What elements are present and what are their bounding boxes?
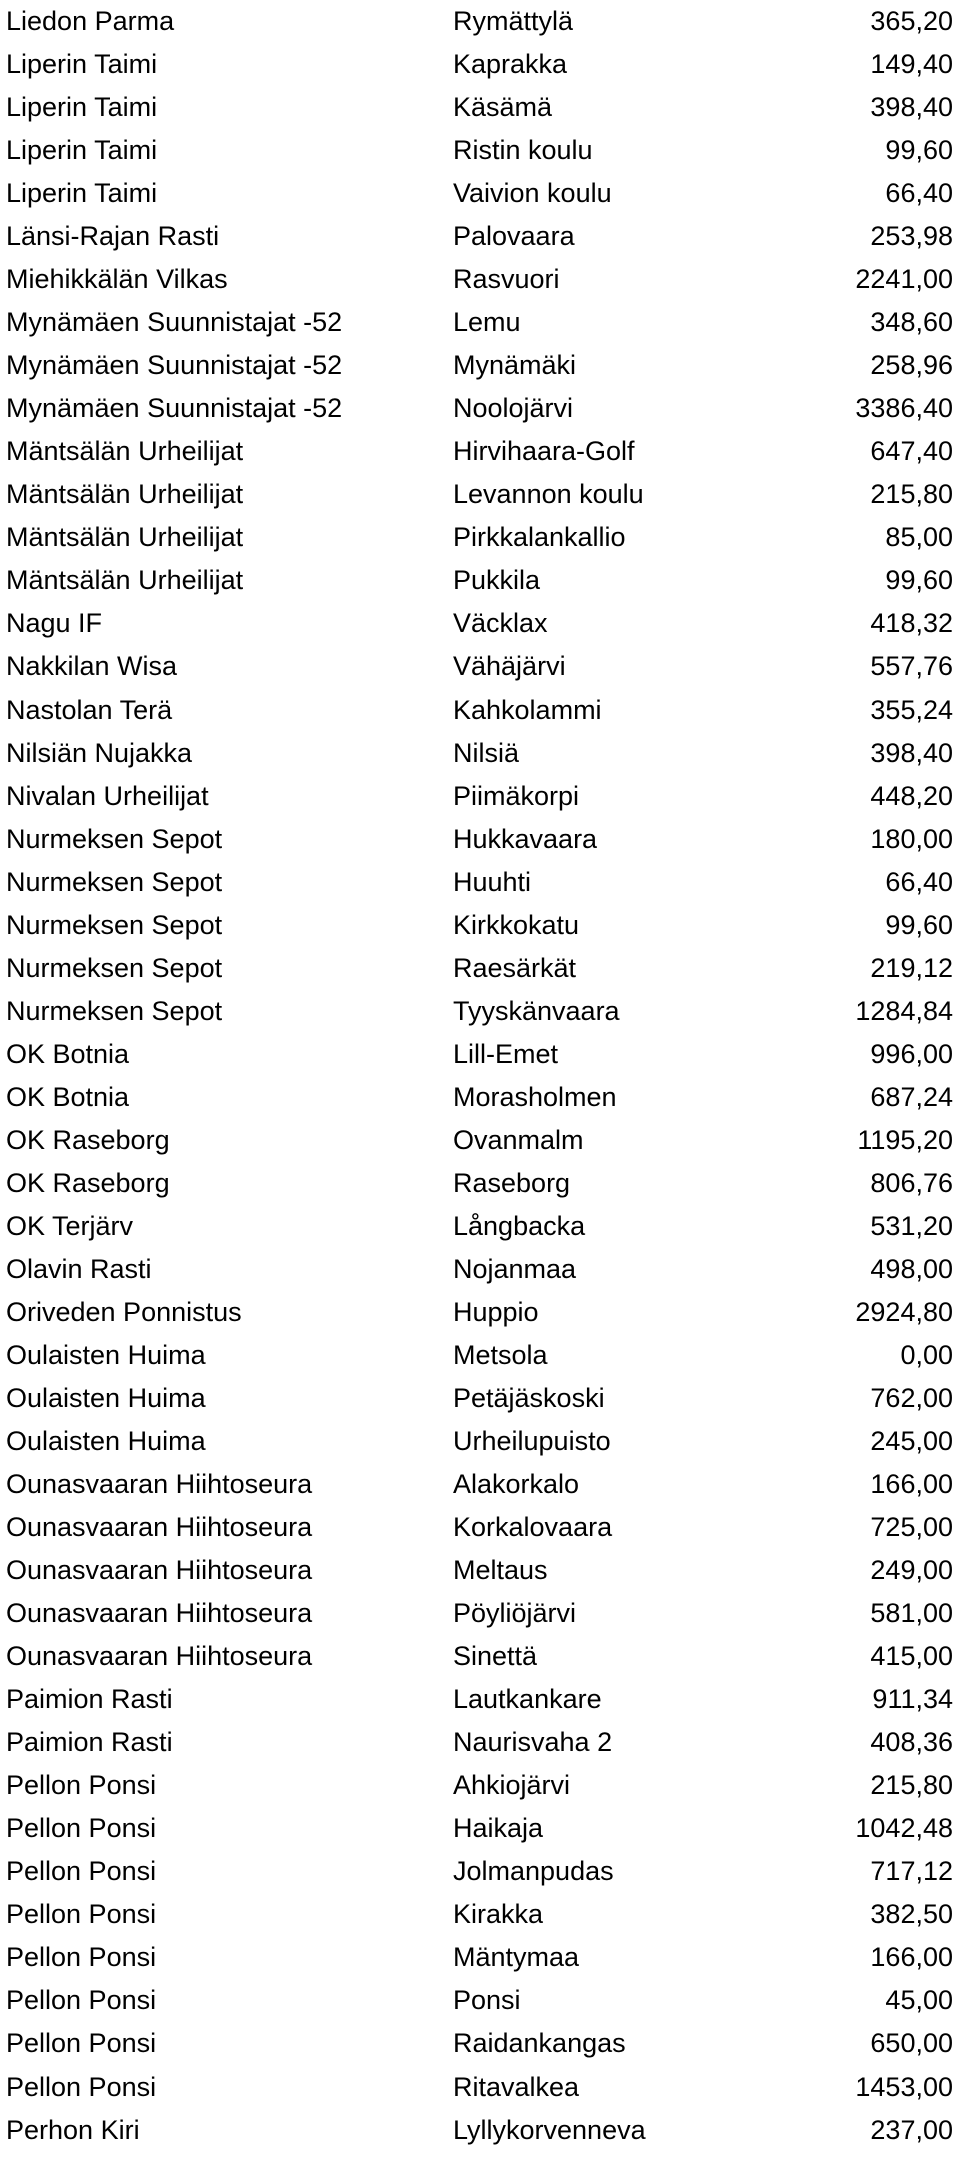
value-cell: 415,00	[870, 1641, 953, 1672]
table-row	[0, 2109, 960, 2152]
table-row	[0, 516, 960, 559]
value-cell: 0,00	[900, 1339, 953, 1370]
table-row	[0, 344, 960, 387]
place-cell: Hirvihaara-Golf	[453, 436, 635, 467]
club-cell: Oulaisten Huima	[6, 1339, 206, 1370]
table-row	[0, 775, 960, 818]
club-cell: Nurmeksen Sepot	[6, 952, 223, 983]
table-row	[0, 861, 960, 904]
value-cell: 166,00	[870, 1942, 953, 1973]
club-cell: Olavin Rasti	[6, 1253, 152, 1284]
place-cell: Långbacka	[453, 1210, 586, 1241]
place-cell: Rasvuori	[453, 264, 560, 295]
table-row	[0, 215, 960, 258]
place-cell: Kaprakka	[453, 49, 568, 80]
value-cell: 66,40	[885, 866, 953, 897]
place-cell: Vähäjärvi	[453, 651, 566, 682]
table-row	[0, 1377, 960, 1420]
club-cell: Nurmeksen Sepot	[6, 995, 223, 1026]
value-cell: 249,00	[870, 1555, 953, 1586]
table-row	[0, 1291, 960, 1334]
place-cell: Pukkila	[453, 565, 541, 596]
club-cell: Ounasvaaran Hiihtoseura	[6, 1512, 313, 1543]
place-cell: Meltaus	[453, 1555, 548, 1586]
place-cell: Tyyskänvaara	[453, 995, 620, 1026]
club-cell: Nurmeksen Sepot	[6, 866, 223, 897]
table-row	[0, 1506, 960, 1549]
table-row	[0, 430, 960, 473]
club-cell: Liperin Taimi	[6, 49, 158, 80]
place-cell: Raseborg	[453, 1167, 571, 1198]
club-cell: Pellon Ponsi	[6, 1985, 157, 2016]
club-cell: Oriveden Ponnistus	[6, 1296, 242, 1327]
place-cell: Huuhti	[453, 866, 532, 897]
club-cell: Pellon Ponsi	[6, 2028, 157, 2059]
place-cell: Lautkankare	[453, 1684, 602, 1715]
value-cell: 45,00	[885, 1985, 953, 2016]
place-cell: Lemu	[453, 307, 521, 338]
place-cell: Nojanmaa	[453, 1253, 577, 1284]
table-row	[0, 1635, 960, 1678]
club-cell: OK Botnia	[6, 1081, 130, 1112]
place-cell: Kirakka	[453, 1899, 544, 1930]
place-cell: Ovanmalm	[453, 1124, 584, 1155]
place-cell: Noolojärvi	[453, 393, 574, 424]
value-cell: 355,24	[870, 694, 953, 725]
value-cell: 557,76	[870, 651, 953, 682]
place-cell: Sinettä	[453, 1641, 538, 1672]
value-cell: 806,76	[870, 1167, 953, 1198]
club-cell: Nilsiän Nujakka	[6, 737, 193, 768]
place-cell: Alakorkalo	[453, 1469, 580, 1500]
club-cell: Oulaisten Huima	[6, 1426, 206, 1457]
table-row	[0, 1850, 960, 1893]
table-row	[0, 1764, 960, 1807]
table-row	[0, 1592, 960, 1635]
place-cell: Urheilupuisto	[453, 1426, 611, 1457]
place-cell: Lill-Emet	[453, 1038, 559, 1069]
table-row	[0, 2022, 960, 2065]
club-cell: Paimion Rasti	[6, 1684, 173, 1715]
club-cell: Mynämäen Suunnistajat -52	[6, 307, 343, 338]
place-cell: Mynämäki	[453, 350, 577, 381]
table-row	[0, 689, 960, 732]
value-cell: 687,24	[870, 1081, 953, 1112]
value-cell: 180,00	[870, 823, 953, 854]
table-row	[0, 2066, 960, 2109]
value-cell: 1042,48	[855, 1813, 953, 1844]
table-row	[0, 301, 960, 344]
club-cell: Perhon Kiri	[6, 2114, 140, 2145]
club-cell: Mynämäen Suunnistajat -52	[6, 350, 343, 381]
value-cell: 166,00	[870, 1469, 953, 1500]
value-cell: 382,50	[870, 1899, 953, 1930]
value-cell: 717,12	[870, 1856, 953, 1887]
table-row	[0, 1119, 960, 1162]
place-cell: Huppio	[453, 1296, 539, 1327]
club-cell: Liperin Taimi	[6, 178, 158, 209]
table-row	[0, 1463, 960, 1506]
value-cell: 581,00	[870, 1598, 953, 1629]
place-cell: Lyllykorvenneva	[453, 2114, 646, 2145]
place-cell: Väcklax	[453, 608, 548, 639]
place-cell: Hukkavaara	[453, 823, 598, 854]
value-cell: 149,40	[870, 49, 953, 80]
value-cell: 365,20	[870, 6, 953, 36]
club-cell: Nastolan Terä	[6, 694, 173, 725]
table-row	[0, 818, 960, 861]
value-cell: 215,80	[870, 479, 953, 510]
value-cell: 2241,00	[855, 264, 953, 295]
value-cell: 245,00	[870, 1426, 953, 1457]
club-cell: Mäntsälän Urheilijat	[6, 436, 244, 467]
table-row	[0, 129, 960, 172]
value-cell: 219,12	[870, 952, 953, 983]
value-cell: 99,60	[885, 135, 953, 166]
place-cell: Raidankangas	[453, 2028, 626, 2059]
club-cell: Oulaisten Huima	[6, 1383, 206, 1413]
table-row	[0, 947, 960, 990]
club-cell: OK Raseborg	[6, 1167, 170, 1198]
club-cell: OK Botnia	[6, 1038, 130, 1069]
value-cell: 66,40	[885, 178, 953, 209]
table-row	[0, 732, 960, 775]
club-cell: Mäntsälän Urheilijat	[6, 522, 244, 553]
place-cell: Ritavalkea	[453, 2071, 580, 2102]
place-cell: Petäjäskoski	[453, 1383, 605, 1413]
place-cell: Jolmanpudas	[453, 1856, 614, 1887]
value-cell: 398,40	[870, 737, 953, 768]
value-cell: 448,20	[870, 780, 953, 811]
table-row	[0, 387, 960, 430]
place-cell: Pirkkalankallio	[453, 522, 626, 553]
table-row	[0, 1334, 960, 1377]
value-cell: 258,96	[870, 350, 953, 381]
value-cell: 725,00	[870, 1512, 953, 1543]
club-cell: Ounasvaaran Hiihtoseura	[6, 1469, 313, 1500]
place-cell: Metsola	[453, 1339, 548, 1370]
value-cell: 762,00	[870, 1383, 953, 1413]
club-cell: Pellon Ponsi	[6, 2071, 157, 2102]
place-cell: Rymättylä	[453, 6, 574, 36]
table-row	[0, 559, 960, 602]
place-cell: Raesärkät	[453, 952, 577, 983]
club-cell: Nurmeksen Sepot	[6, 909, 223, 940]
value-cell: 99,60	[885, 909, 953, 940]
table-row	[0, 1807, 960, 1850]
table-row	[0, 86, 960, 129]
club-cell: Pellon Ponsi	[6, 1770, 157, 1801]
club-cell: Paimion Rasti	[6, 1727, 173, 1758]
value-cell: 408,36	[870, 1727, 953, 1758]
value-cell: 3386,40	[855, 393, 953, 424]
table-row	[0, 1979, 960, 2022]
club-cell: Nivalan Urheilijat	[6, 780, 209, 811]
table-row	[0, 0, 960, 43]
table-row	[0, 258, 960, 301]
table-row	[0, 1936, 960, 1979]
place-cell: Haikaja	[453, 1813, 544, 1844]
club-cell: Nagu IF	[6, 608, 103, 639]
table-row	[0, 1033, 960, 1076]
table-row	[0, 1205, 960, 1248]
table-row	[0, 1162, 960, 1205]
club-cell: Ounasvaaran Hiihtoseura	[6, 1641, 313, 1672]
value-cell: 647,40	[870, 436, 953, 467]
place-cell: Pöyliöjärvi	[453, 1598, 577, 1629]
club-cell: Mäntsälän Urheilijat	[6, 479, 244, 510]
place-cell: Nilsiä	[453, 737, 520, 768]
table-row	[0, 1420, 960, 1463]
table-row	[0, 602, 960, 645]
value-cell: 85,00	[885, 522, 953, 553]
value-cell: 996,00	[870, 1038, 953, 1069]
place-cell: Ahkiojärvi	[453, 1770, 571, 1801]
club-cell: Liedon Parma	[6, 6, 175, 36]
club-cell: Pellon Ponsi	[6, 1813, 157, 1844]
value-cell: 2924,80	[855, 1296, 953, 1327]
table-row	[0, 1549, 960, 1592]
table-row	[0, 172, 960, 215]
club-cell: OK Raseborg	[6, 1124, 170, 1155]
table-row	[0, 1721, 960, 1764]
club-cell: OK Terjärv	[6, 1210, 134, 1241]
value-cell: 398,40	[870, 92, 953, 123]
club-cell: Nurmeksen Sepot	[6, 823, 223, 854]
table-row	[0, 645, 960, 688]
value-cell: 1284,84	[855, 995, 953, 1026]
table-row	[0, 43, 960, 86]
club-cell: Liperin Taimi	[6, 135, 158, 166]
club-cell: Pellon Ponsi	[6, 1856, 157, 1887]
place-cell: Korkalovaara	[453, 1512, 613, 1543]
place-cell: Levannon koulu	[453, 479, 644, 510]
place-cell: Ponsi	[453, 1985, 521, 2016]
value-cell: 215,80	[870, 1770, 953, 1801]
value-cell: 531,20	[870, 1210, 953, 1241]
value-cell: 253,98	[870, 221, 953, 252]
value-cell: 1453,00	[855, 2071, 953, 2102]
place-cell: Morasholmen	[453, 1081, 617, 1112]
table-row	[0, 1248, 960, 1291]
value-cell: 237,00	[870, 2114, 953, 2145]
club-cell: Länsi-Rajan Rasti	[6, 221, 220, 252]
table-row	[0, 1893, 960, 1936]
place-cell: Naurisvaha 2	[453, 1727, 613, 1758]
value-cell: 99,60	[885, 565, 953, 596]
table-row	[0, 1076, 960, 1119]
place-cell: Vaivion koulu	[453, 178, 612, 209]
value-cell: 911,34	[872, 1684, 953, 1715]
table-row	[0, 473, 960, 516]
club-cell: Mäntsälän Urheilijat	[6, 565, 244, 596]
club-cell: Ounasvaaran Hiihtoseura	[6, 1598, 313, 1629]
club-cell: Liperin Taimi	[6, 92, 158, 123]
club-cell: Mynämäen Suunnistajat -52	[6, 393, 343, 424]
club-cell: Nakkilan Wisa	[6, 651, 178, 682]
value-cell: 650,00	[870, 2028, 953, 2059]
value-cell: 418,32	[870, 608, 953, 639]
place-cell: Kahkolammi	[453, 694, 602, 725]
place-cell: Ristin koulu	[453, 135, 593, 166]
club-cell: Pellon Ponsi	[6, 1899, 157, 1930]
value-cell: 498,00	[870, 1253, 953, 1284]
place-cell: Palovaara	[453, 221, 575, 252]
club-cell: Pellon Ponsi	[6, 1942, 157, 1973]
value-cell: 348,60	[870, 307, 953, 338]
place-cell: Mäntymaa	[453, 1942, 580, 1973]
club-cell: Ounasvaaran Hiihtoseura	[6, 1555, 313, 1586]
place-cell: Käsämä	[453, 92, 553, 123]
table-row	[0, 904, 960, 947]
table-row	[0, 990, 960, 1033]
place-cell: Kirkkokatu	[453, 909, 580, 940]
place-cell: Piimäkorpi	[453, 780, 580, 811]
value-cell: 1195,20	[857, 1124, 953, 1155]
table-row	[0, 1678, 960, 1721]
club-cell: Miehikkälän Vilkas	[6, 264, 228, 295]
